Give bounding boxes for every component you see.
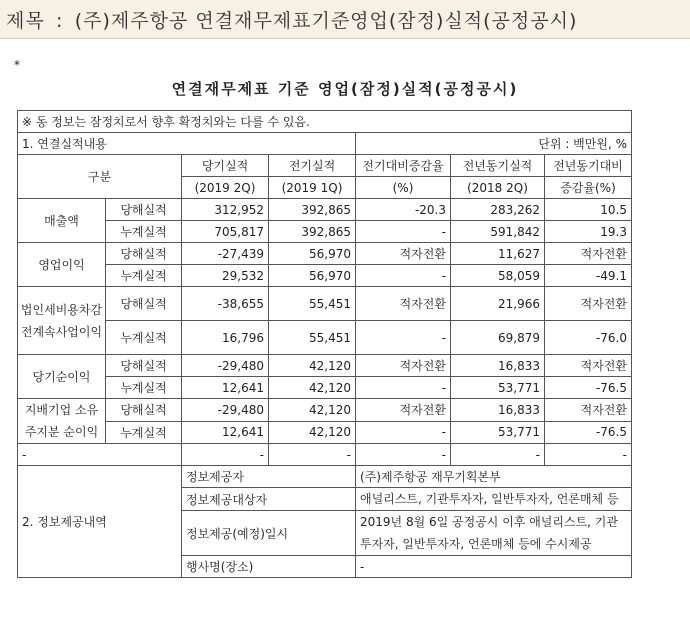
cell-yoy-base: 283,262 [451,199,545,221]
marker: * [14,58,20,72]
header-qoq: 전기대비증감율 [356,155,451,177]
row-type: 당해실적 [106,355,182,377]
cell-yoy: -76.5 [545,377,632,399]
row-type: 누계실적 [106,321,182,355]
info-value: (주)제주항공 재무기획본부 [356,466,632,488]
cell-prev: 42,120 [269,399,356,422]
header-yoy-base: 전년동기실적 [451,155,545,177]
cell-qoq: - [356,221,451,243]
dash-cell: - [18,444,182,466]
cell-qoq: - [356,265,451,287]
info-label: 행사명(장소) [182,556,356,578]
row-type: 누계실적 [106,265,182,287]
page-title [6,6,577,33]
row-type: 당해실적 [106,399,182,422]
header-yoy-base-period: (2018 2Q) [451,177,545,199]
cell-qoq: 적자전환 [356,399,451,422]
dash-cell: - [269,444,356,466]
row-type: 당해실적 [106,287,182,321]
group-name: 지배기업 소유주지분 순이익 [18,399,106,444]
section-2-title: 2. 정보제공내역 [18,466,182,578]
cell-prev: 55,451 [269,321,356,355]
title-separator: : [56,10,64,32]
info-label: 정보제공자 [182,466,356,488]
cell-yoy: -76.5 [545,421,632,444]
title-label: 제목 [6,10,45,32]
row-type: 당해실적 [106,243,182,265]
group-name: 법인세비용차감전계속사업이익 [18,287,106,355]
header-prev-period: (2019 1Q) [269,177,356,199]
cell-qoq: 적자전환 [356,243,451,265]
unit-label: 단위 : 백만원, % [356,133,632,155]
cell-prev: 56,970 [269,265,356,287]
cell-yoy-base: 16,833 [451,355,545,377]
cell-prev: 55,451 [269,287,356,321]
cell-prev: 42,120 [269,421,356,444]
cell-current: 705,817 [182,221,269,243]
cell-prev: 392,865 [269,221,356,243]
cell-yoy-base: 69,879 [451,321,545,355]
title-bar [0,0,690,39]
dash-cell: - [356,444,451,466]
header-prev: 전기실적 [269,155,356,177]
row-type: 당해실적 [106,199,182,221]
cell-qoq: 적자전환 [356,355,451,377]
info-label: 정보제공(예정)일시 [182,511,356,556]
cell-qoq: - [356,377,451,399]
cell-yoy: 적자전환 [545,355,632,377]
dash-cell: - [451,444,545,466]
cell-yoy-base: 16,833 [451,399,545,422]
cell-current: 12,641 [182,421,269,444]
cell-yoy: 적자전환 [545,243,632,265]
cell-yoy: -76.0 [545,321,632,355]
cell-qoq: - [356,421,451,444]
cell-yoy-base: 21,966 [451,287,545,321]
results-table [17,110,632,578]
header-yoy: 전년동기대비 [545,155,632,177]
cell-yoy-base: 58,059 [451,265,545,287]
cell-current: 16,796 [182,321,269,355]
cell-current: -29,480 [182,399,269,422]
cell-yoy: 10.5 [545,199,632,221]
info-value: 애널리스트, 기관투자자, 일반투자자, 언론매체 등 [356,488,632,511]
group-name: 당기순이익 [18,355,106,399]
cell-prev: 392,865 [269,199,356,221]
info-label: 정보제공대상자 [182,488,356,511]
title-text: (주)제주항공 연결재무제표기준영업(잠정)실적(공정공시) [74,10,578,32]
info-value: 2019년 8월 6일 공정공시 이후 애널리스트, 기관투자자, 일반투자자, 언론매체 등에 수시제공 [356,511,632,556]
dash-cell: - [545,444,632,466]
row-type: 누계실적 [106,377,182,399]
header-current: 당기실적 [182,155,269,177]
header-category: 구분 [18,155,182,199]
row-type: 누계실적 [106,421,182,444]
cell-yoy: 적자전환 [545,399,632,422]
cell-prev: 42,120 [269,355,356,377]
cell-qoq: 적자전환 [356,287,451,321]
cell-yoy: 19.3 [545,221,632,243]
notice: ※ 동 정보는 잠정치로서 향후 확정치와는 다를 수 있음. [18,111,632,133]
group-name: 영업이익 [18,243,106,287]
cell-yoy-base: 591,842 [451,221,545,243]
cell-yoy: 적자전환 [545,287,632,321]
cell-current: 29,532 [182,265,269,287]
cell-yoy-base: 11,627 [451,243,545,265]
cell-yoy-base: 53,771 [451,421,545,444]
group-name: 매출액 [18,199,106,243]
cell-current: 12,641 [182,377,269,399]
cell-current: -29,480 [182,355,269,377]
cell-prev: 56,970 [269,243,356,265]
header-yoy-unit: 증감율(%) [545,177,632,199]
row-type: 누계실적 [106,221,182,243]
header-qoq-unit: (%) [356,177,451,199]
cell-current: 312,952 [182,199,269,221]
cell-yoy-base: 53,771 [451,377,545,399]
dash-cell: - [182,444,269,466]
cell-qoq: - [356,321,451,355]
cell-qoq: -20.3 [356,199,451,221]
cell-yoy: -49.1 [545,265,632,287]
cell-current: -38,655 [182,287,269,321]
cell-current: -27,439 [182,243,269,265]
info-value: - [356,556,632,578]
header-current-period: (2019 2Q) [182,177,269,199]
document-heading: 연결재무제표 기준 영업(잠정)실적(공정공시) [171,80,519,98]
cell-prev: 42,120 [269,377,356,399]
section-1-title: 1. 연결실적내용 [18,133,356,155]
